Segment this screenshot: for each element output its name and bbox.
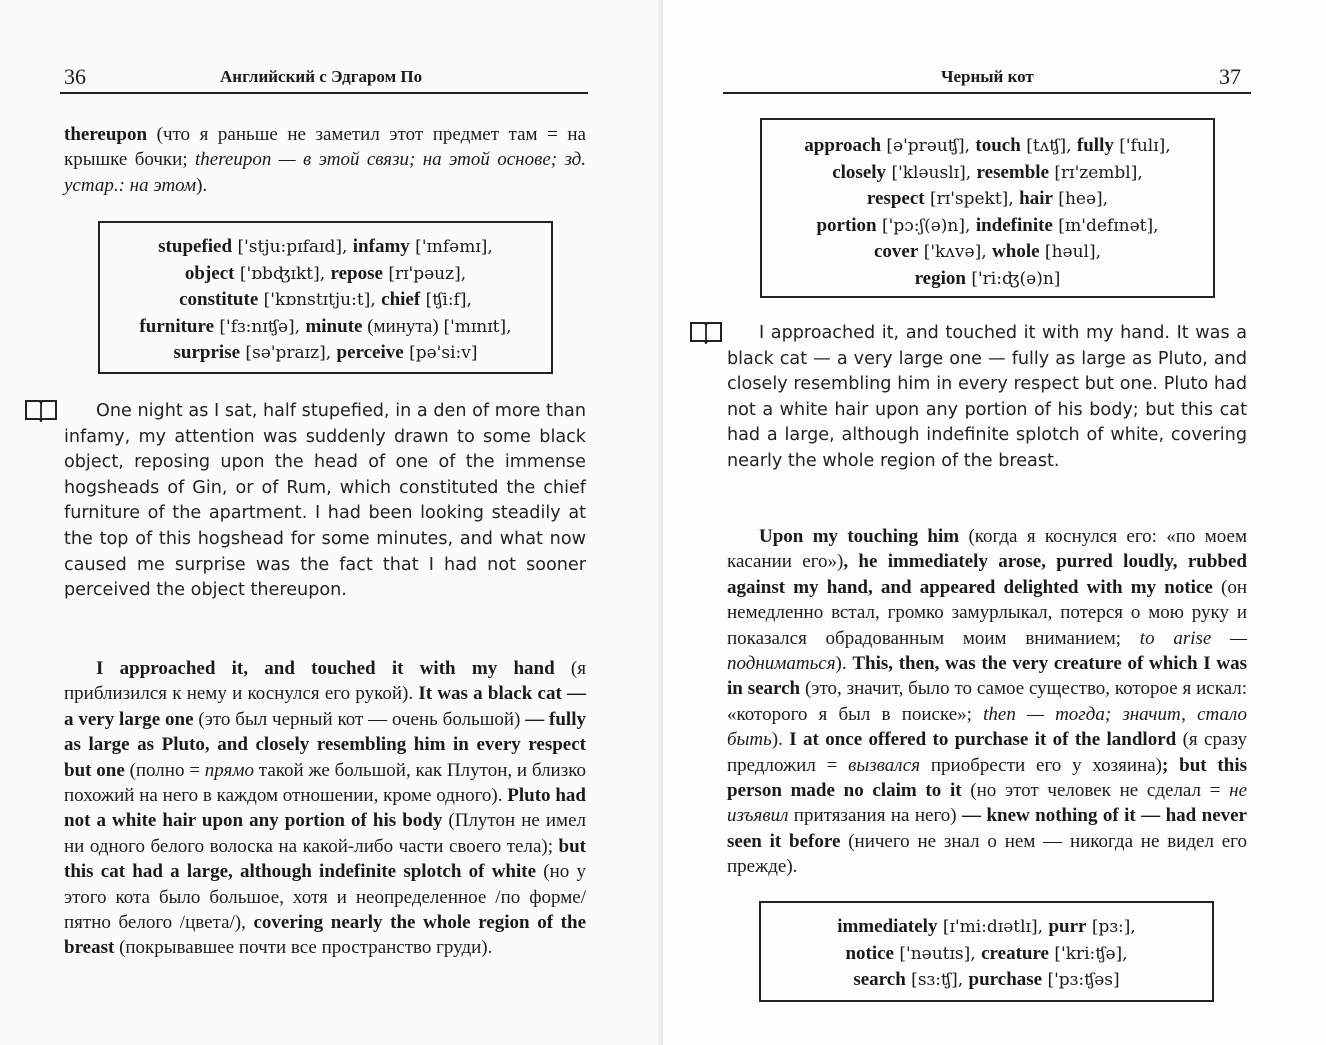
text-run: не изъявил	[727, 780, 1247, 827]
text-run: I at once offered to purchase it of the landlord	[789, 729, 1177, 751]
vocabulary-line	[100, 234, 551, 261]
left-commentary-paragraph-2	[64, 656, 586, 961]
vocab-word: respect	[866, 188, 925, 209]
vocab-transcription: [rɪ'zembl],	[1049, 162, 1143, 183]
text-run: (Плутон не имел ни одного белого волоска на какой-либо части своего тела);	[64, 810, 586, 857]
vocab-word: repose	[330, 262, 383, 284]
vocab-word: purchase	[968, 969, 1043, 990]
left-page-number: 36	[64, 64, 86, 89]
text-run: (но у этого кота было большое, хотя и неопределенное /по форме/ пятно белого /цвета/),	[64, 861, 586, 934]
vocab-word: whole	[992, 241, 1040, 262]
vocab-transcription: ['ɒbʤɪkt],	[234, 263, 331, 284]
text-run: (что я раньше не заметил этот предмет там = на крышке бочки;	[64, 124, 586, 171]
vocab-word: minute	[305, 315, 363, 337]
vocab-transcription: [rɪ'pəuz],	[382, 263, 467, 284]
right-vocabulary-box-2	[759, 901, 1214, 1002]
vocab-transcription: [pə'si:v]	[403, 343, 478, 363]
text-run: приобрести его у хозяина)	[920, 754, 1163, 776]
text-run: (это, значит, было то самое существо, которое я искал: «которого я был в поиске»;	[727, 678, 1248, 725]
vocab-transcription: [ɪ'mi:dɪətlɪ],	[937, 917, 1049, 937]
vocab-word: infamy	[352, 236, 410, 257]
text-run: (полно =	[124, 759, 205, 781]
vocabulary-line	[762, 160, 1213, 187]
text-run: thereupon	[64, 124, 148, 145]
vocab-transcription: [tʌʧ],	[1020, 136, 1077, 156]
vocab-transcription: ['pɔ:ʃ(ə)n],	[876, 215, 976, 236]
vocabulary-line	[762, 133, 1213, 160]
vocab-transcription: ['fulɪ],	[1113, 136, 1171, 156]
text-run: Upon my touching him	[759, 526, 960, 547]
vocab-word: object	[184, 262, 235, 284]
vocab-word: furniture	[139, 315, 215, 337]
vocab-word: hair	[1019, 188, 1053, 209]
vocab-transcription: ['ɪnfəmɪ],	[409, 237, 493, 257]
text-run: прямо	[204, 759, 254, 781]
text-run: (он немедленно встал, громко замурлыкал, потерся о мою руку и показался обрадованным моим вниманием;	[727, 576, 1247, 649]
text-run: (но этот человек не сделал =	[961, 780, 1230, 802]
text-run: This, then, was the very creature of which I was in search	[727, 653, 1247, 700]
text-run: then — тогда; значит, стало быть	[727, 703, 1247, 751]
text-run: ).	[835, 653, 853, 675]
text-run: (я приблизился к нему и коснулся его рукой).	[64, 658, 586, 705]
vocabulary-line	[100, 287, 551, 314]
text-run: to arise — подниматься	[727, 627, 1247, 675]
vocab-transcription: [ə'prəuʧ],	[881, 136, 976, 156]
text-run: Pluto had not a white hair upon any portion of his body	[64, 785, 586, 832]
vocab-transcription: ['pɜ:ʧəs]	[1042, 970, 1120, 990]
vocab-word: approach	[804, 135, 882, 156]
left-running-header	[60, 60, 588, 94]
vocabulary-line	[762, 186, 1213, 213]
text-run: thereupon — в этой связи; на этой основе; зд. устар.: на этом	[64, 149, 586, 196]
text-run: такой же большой, как Плутон, и близко похожий на него в каждом отношении, кроме одного).	[64, 759, 586, 807]
vocab-word: fully	[1076, 135, 1114, 156]
vocab-transcription: ['mɪnɪt],	[443, 316, 512, 337]
vocab-word: immediately	[837, 916, 938, 937]
text-run: вызвался	[848, 754, 921, 776]
vocab-transcription: [ɪn'defɪnət],	[1052, 215, 1159, 236]
right-english-passage: I approached it, and touched it with my hand. It was a black cat — a very large one — fully as large as Pluto, and closely resembling him in every respect but one. Pluto had not a white hair upon any portion of his body; but this cat had a large, although indefinite splotch of white, covering nearly the whole region of the breast.	[727, 323, 1247, 471]
vocab-word: cover	[873, 241, 919, 262]
vocab-transcription: ['kləuslɪ],	[886, 162, 977, 183]
vocabulary-line	[761, 914, 1212, 941]
vocab-word: constitute	[179, 289, 259, 310]
left-running-title: Английский с Эдгаром По	[220, 67, 423, 86]
vocab-word: notice	[845, 942, 894, 964]
vocabulary-line	[100, 340, 551, 367]
text-run: (это был черный кот — очень большой)	[193, 708, 526, 730]
vocabulary-line	[762, 239, 1213, 266]
vocab-word: touch	[975, 135, 1021, 156]
vocab-word: chief	[381, 289, 421, 310]
text-run: ).	[771, 729, 790, 751]
book-icon	[24, 398, 58, 422]
vocab-transcription: [rɪ'spekt],	[924, 189, 1020, 209]
left-vocabulary-box	[98, 221, 553, 374]
vocab-transcription: [pɜ:],	[1086, 917, 1136, 937]
right-commentary-paragraph	[727, 524, 1247, 880]
vocab-word: indefinite	[975, 214, 1053, 236]
right-page	[663, 0, 1326, 1045]
text-run: , he immediately arose, purred loudly, rubbed against my hand, and appeared delighted with my notice	[727, 551, 1247, 598]
vocab-transcription: [ʧi:f],	[420, 290, 472, 310]
vocabulary-line	[762, 213, 1213, 240]
vocabulary-line	[100, 261, 551, 288]
vocab-transcription: ['kɒnstɪtju:t],	[258, 290, 382, 310]
vocab-transcription: ['kʌvə],	[918, 242, 993, 262]
vocab-word: surprise	[173, 342, 241, 363]
left-commentary-paragraph-1	[64, 122, 586, 198]
text-run: — fully as large as Pluto, and closely resembling him in every respect but one	[64, 708, 586, 781]
left-english-passage: One night as I sat, half stupefied, in a den of more than infamy, my attention was suddenly drawn to some black object, reposing upon the head of one of the immense hogsheads of Gin, or of Rum, which constituted the chief furniture of the apartment. I had been looking steadily at the top of this hogshead for some minutes, and what now caused me surprise was the fact that I had not sooner perceived the object thereupon.	[64, 401, 586, 601]
text-run: I approached it, and touched it with my hand	[96, 658, 555, 679]
vocab-word: search	[853, 969, 906, 990]
vocab-word: resemble	[976, 161, 1050, 183]
vocab-transcription: ['ri:ʤ(ə)n]	[965, 268, 1061, 289]
vocab-word: purr	[1048, 916, 1087, 937]
text-run: but this cat had a large, although indefinite splotch of white	[64, 835, 586, 883]
right-running-title: Черный кот	[941, 67, 1034, 86]
vocab-transcription: [heə],	[1052, 189, 1109, 209]
book-icon	[689, 320, 723, 344]
vocab-transcription: ['fɜ:nɪʧə],	[214, 316, 306, 337]
right-vocabulary-box-1	[760, 118, 1215, 298]
right-page-number: 37	[1219, 64, 1241, 89]
text-run: притязания на него)	[788, 805, 963, 827]
text-run: — knew nothing of it — had never seen it before	[727, 805, 1247, 852]
text-run: ).	[196, 174, 208, 196]
vocab-word: portion	[816, 214, 877, 236]
text-run: ; but this person made no claim to it	[727, 754, 1247, 802]
vocabulary-line	[761, 941, 1212, 968]
vocab-transcription: ['kri:ʧə],	[1048, 943, 1128, 964]
vocab-word: region	[914, 267, 966, 289]
text-run: (я сразу предложил =	[727, 729, 1247, 776]
vocab-transcription: ['stju:pɪfaɪd],	[232, 237, 353, 257]
vocabulary-line	[761, 967, 1212, 994]
text-run: It was a black cat — a very large one	[64, 683, 587, 730]
vocabulary-line	[762, 266, 1213, 293]
vocab-word: closely	[832, 161, 887, 183]
text-run: (покрывавшее почти все пространство груди).	[114, 937, 493, 959]
vocab-word: stupefied	[158, 236, 233, 257]
vocab-transcription: [sə'praɪz],	[240, 343, 337, 363]
vocab-transcription: ['nəutɪs],	[894, 943, 982, 964]
vocab-transcription: [sɜ:ʧ],	[905, 970, 969, 990]
text-run: (ничего не знал о нем — никогда не видел его прежде).	[727, 830, 1247, 878]
vocab-gloss: (минута)	[362, 315, 444, 337]
vocab-transcription: [həul],	[1039, 242, 1101, 262]
text-run: (когда я коснулся его: «по моем касании его»)	[727, 526, 1247, 573]
vocab-word: perceive	[336, 342, 404, 363]
vocabulary-line	[100, 314, 551, 341]
vocab-word: creature	[981, 942, 1049, 964]
text-run: covering nearly the whole region of the breast	[64, 912, 586, 959]
right-running-header	[723, 60, 1251, 94]
